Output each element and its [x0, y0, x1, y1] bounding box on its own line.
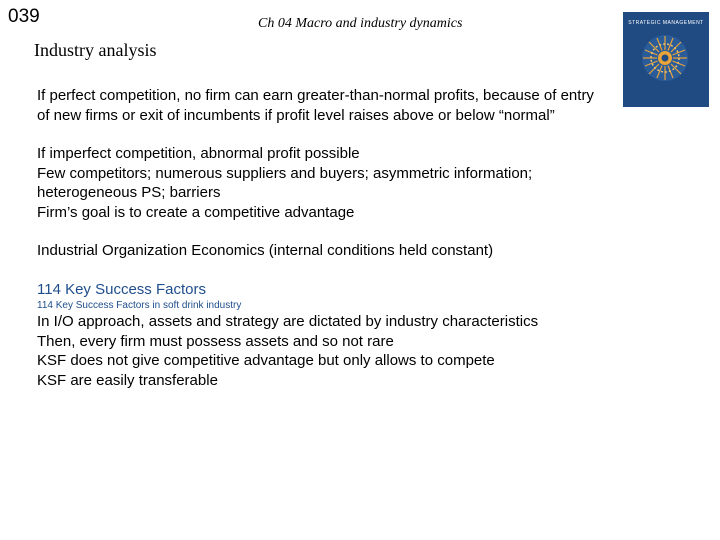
key-success-factors-soft-drink-link[interactable]: 114 Key Success Factors in soft drink industry	[37, 300, 242, 311]
slide-content	[37, 86, 597, 390]
io-economics-line: Industrial Organization Economics (internal conditions held constant)	[37, 242, 494, 259]
book-cover-title: STRATEGIC MANAGEMENT	[628, 20, 704, 26]
section-title: Industry analysis	[34, 40, 157, 60]
book-cover-image	[623, 12, 709, 107]
ksf-transferable-line: KSF are easily transferable	[37, 371, 218, 389]
ksf-no-advantage-line: KSF does not give competitive advantage but only allows to compete	[37, 352, 495, 369]
chapter-title: Ch 04 Macro and industry dynamics	[258, 16, 463, 31]
imperfect-competition-line: If imperfect competition, abnormal profit possible	[37, 145, 360, 162]
perfect-competition-text: If perfect competition, no firm can earn greater-than-normal profits, because of entry of new firms or exit of incumbents if profit level raises above or below “normal”	[37, 87, 594, 124]
sunburst-icon	[623, 12, 709, 107]
market-conditions-line: Few competitors; numerous suppliers and buyers; asymmetric information; heterogeneous PS; barriers	[37, 164, 533, 201]
slide-number: 039	[8, 6, 40, 27]
key-success-factors-link[interactable]: 114 Key Success Factors	[37, 280, 206, 298]
firm-goal-line: Firm’s goal is to create a competitive advantage	[37, 203, 355, 221]
assets-not-rare-line: Then, every firm must possess assets and so not rare	[37, 332, 394, 350]
io-approach-line: In I/O approach, assets and strategy are dictated by industry characteristics	[37, 313, 539, 330]
